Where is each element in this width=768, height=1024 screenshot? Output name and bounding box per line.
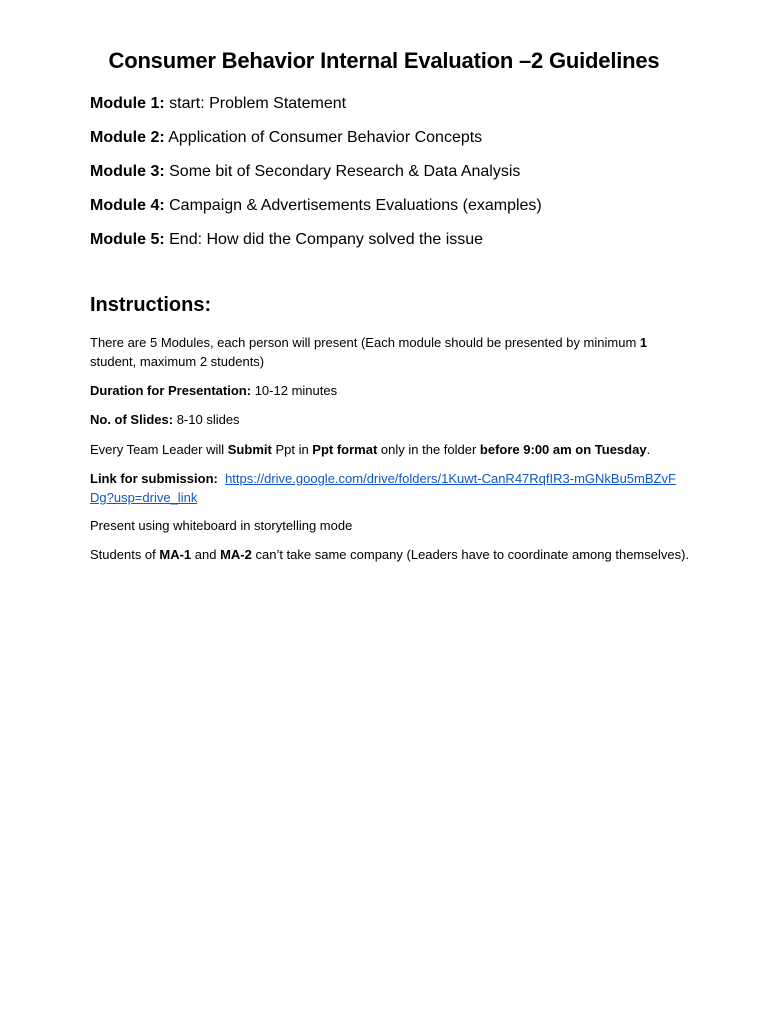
whiteboard-paragraph: Present using whiteboard in storytelling mode: [90, 518, 353, 533]
submission-link[interactable]: https://drive.google.com/drive/folders/1Kuwt-CanR47RqfIR3-mGNkBu5mBZvFDg?usp=drive_link: [90, 471, 676, 505]
class-ma1: MA-1: [159, 547, 192, 562]
company-rule-text-1: Students of: [90, 547, 160, 562]
presentation-min-count: 1: [639, 335, 648, 350]
submission-deadline: before 9:00 am on Tuesday: [479, 442, 647, 457]
presentation-rule-text-a: There are 5 Modules, each person will present (Each module should be presented by minimum: [90, 335, 640, 350]
module-item-2: [90, 127, 708, 161]
slides-paragraph: [90, 410, 678, 429]
module-item-4: [90, 195, 708, 229]
module-text: End: How did the Company solved the issue: [169, 231, 484, 248]
duration-paragraph: [90, 381, 678, 400]
submission-text-1: Every Team Leader will: [90, 442, 228, 457]
company-rule-text-3: can’t take same company (Leaders have to coordinate among themselves).: [251, 547, 690, 562]
submission-link-paragraph: [90, 469, 678, 507]
presentation-rule-text-b: student, maximum 2 students): [90, 354, 265, 369]
slides-value: 8-10 slides: [176, 412, 240, 427]
page-title: Consumer Behavior Internal Evaluation –2 Guidelines: [108, 48, 660, 73]
presentation-rule-paragraph: [90, 333, 678, 371]
company-rule-text-2: and: [191, 547, 221, 562]
submission-text-4: .: [646, 442, 651, 457]
class-ma2: MA-2: [220, 547, 252, 562]
slides-label: No. of Slides:: [90, 412, 174, 427]
module-label: Module 3:: [90, 163, 165, 180]
module-text: Some bit of Secondary Research & Data Analysis: [169, 163, 521, 180]
submission-link-label: Link for submission:: [90, 471, 218, 486]
submission-text-3: only in the folder: [377, 442, 480, 457]
module-item-5: [90, 229, 708, 263]
module-item-1: [90, 93, 708, 127]
module-label: Module 4:: [90, 197, 165, 214]
submission-text-2: Ppt in: [271, 442, 313, 457]
submission-bold-format: Ppt format: [312, 442, 378, 457]
module-label: Module 5:: [90, 231, 165, 248]
submission-rule-paragraph: [90, 440, 678, 459]
module-label: Module 2:: [90, 129, 165, 146]
module-text: Application of Consumer Behavior Concepts: [168, 129, 483, 146]
module-item-3: [90, 161, 708, 195]
submission-bold-submit: Submit: [227, 442, 272, 457]
duration-label: Duration for Presentation:: [90, 383, 252, 398]
duration-value: 10-12 minutes: [254, 383, 338, 398]
module-label: Module 1:: [90, 95, 165, 112]
module-list: [90, 93, 708, 263]
company-rule-paragraph: [90, 545, 708, 564]
module-text: start: Problem Statement: [169, 95, 347, 112]
module-text: Campaign & Advertisements Evaluations (examples): [169, 197, 542, 214]
instructions-heading: Instructions:: [90, 294, 212, 316]
